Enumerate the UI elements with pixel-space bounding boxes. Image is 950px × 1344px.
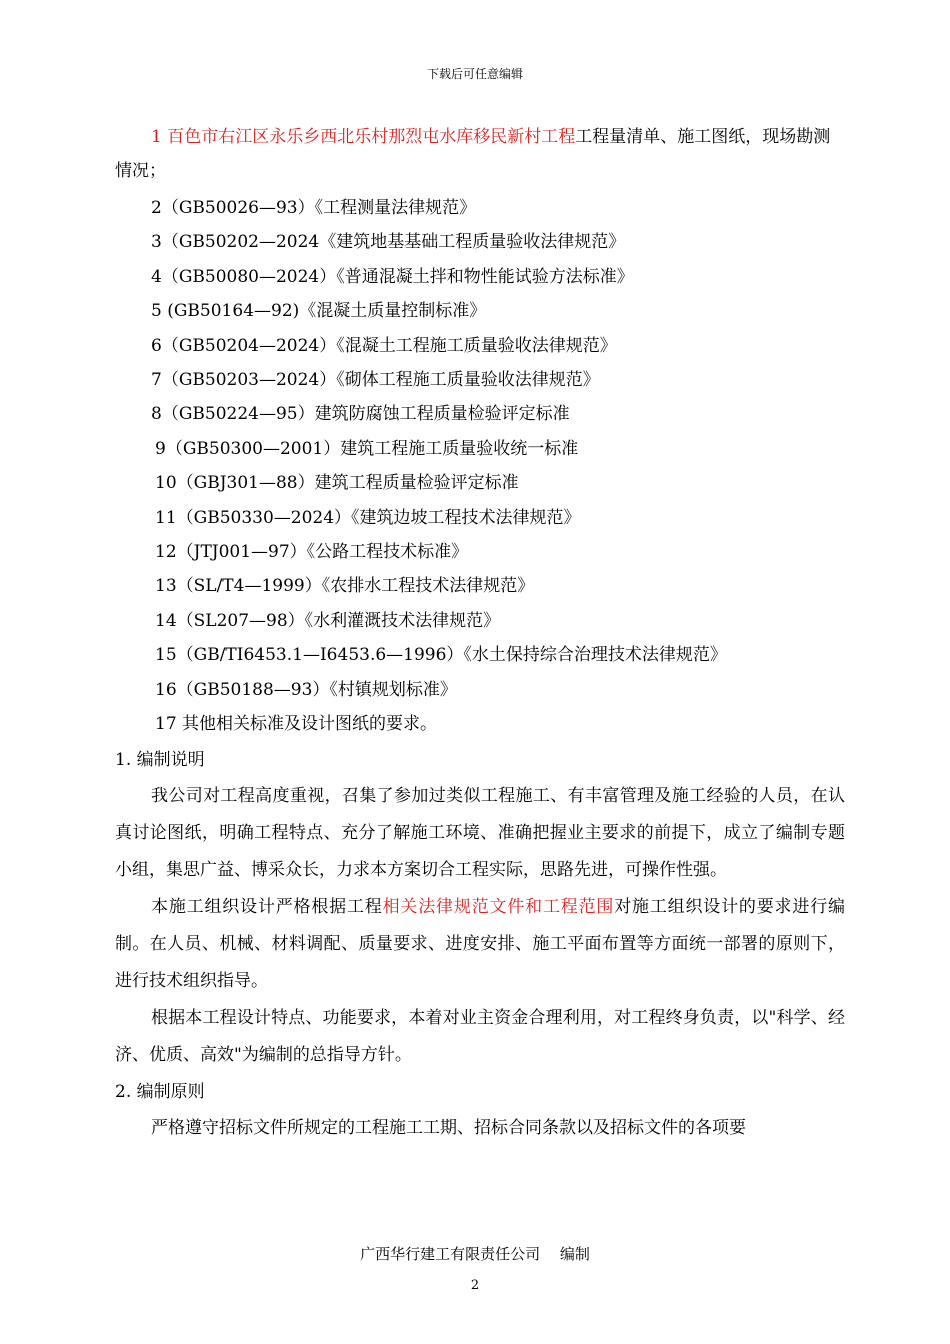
reference-item: 8（GB50224—95）建筑防腐蚀工程质量检验评定标准 — [151, 404, 570, 425]
reference-item: 11（GB50330—2024）《建筑边坡工程技术法律规范》 — [155, 507, 581, 528]
section-heading-1: 1. 编制说明 — [115, 749, 205, 770]
section2-paragraph-1: 严格遵守招标文件所规定的工程施工工期、招标合同条款以及招标文件的各项要 — [151, 1117, 746, 1138]
reference-item: 3（GB50202—2024《建筑地基基础工程质量验收法律规范》 — [151, 232, 626, 253]
section1-paragraph-1: 我公司对工程高度重视，召集了参加过类似工程施工、有丰富管理及施工经验的人员，在认真讨论图纸，明确工程特点、充分了解施工环境、准确把握业主要求的前提下，成立了编制专题小组，集思广益、博采众长，力求本方案切合工程实际，思路先进，可操作性强。 — [115, 785, 845, 880]
page-number: 2 — [470, 1278, 480, 1293]
reference-item: 6（GB50204—2024）《混凝土工程施工质量验收法律规范》 — [151, 335, 617, 356]
reference-item: 5 (GB50164—92)《混凝土质量控制标准》 — [151, 301, 487, 322]
section1-paragraph-2-highlight: 相关法律规范文件和工程范围 — [382, 896, 615, 917]
reference-item: 15（GB/TI6453.1—I6453.6—1996）《水土保持综合治理技术法律规范》 — [155, 645, 727, 666]
reference-item: 16（GB50188—93）《村镇规划标准》 — [155, 679, 457, 700]
reference-item: 17 其他相关标准及设计图纸的要求。 — [155, 714, 438, 735]
reference-item: 2（GB50026—93）《工程测量法律规范》 — [151, 198, 477, 218]
reference-list — [115, 191, 845, 742]
reference-item: 4（GB50080—2024）《普通混凝土拌和物性能试验方法标准》 — [151, 266, 634, 287]
reference-item: 12（JTJ001—97）《公路工程技术标准》 — [155, 542, 469, 563]
reference-item-1-rest: 工程量清单、施工图纸，现场勘测情况； — [115, 127, 831, 181]
reference-item: 7（GB50203—2024）《砌体工程施工质量验收法律规范》 — [151, 370, 600, 391]
footer-company: 广西华行建工有限责任公司 编制 — [360, 1245, 590, 1263]
reference-item: 14（SL207—98）《水利灌溉技术法律规范》 — [155, 610, 501, 631]
reference-item: 10（GBJ301—88）建筑工程质量检验评定标准 — [155, 473, 519, 494]
section1-paragraph-2 — [115, 889, 845, 1000]
reference-item: 13（SL/T4—1999）《农排水工程技术法律规范》 — [155, 576, 535, 597]
section1-paragraph-2-b: 对施工组织设计的要求进行编制。在人员、机械、材料调配、质量要求、进度安排、施工平面布置等方面统一部署的原则下，进行技术组织指导。 — [115, 896, 846, 991]
section1-paragraph-3: 根据本工程设计特点、功能要求，本着对业主资金合理利用，对工程终身负责，以"科学、经济、优质、高效"为编制的总指导方针。 — [115, 1007, 845, 1065]
page-header-note: 下载后可任意编辑 — [426, 67, 523, 81]
section-heading-2: 2. 编制原则 — [115, 1081, 205, 1102]
document-body — [115, 120, 845, 1147]
section1-paragraph-2-a: 本施工组织设计严格根据工程 — [151, 896, 383, 917]
reference-item: 9（GB50300—2001）建筑工程施工质量验收统一标准 — [155, 438, 579, 459]
reference-item-1 — [115, 120, 845, 188]
project-name: 1 百色市右江区永乐乡西北乐村那烈屯水库移民新村工程 — [151, 127, 576, 147]
